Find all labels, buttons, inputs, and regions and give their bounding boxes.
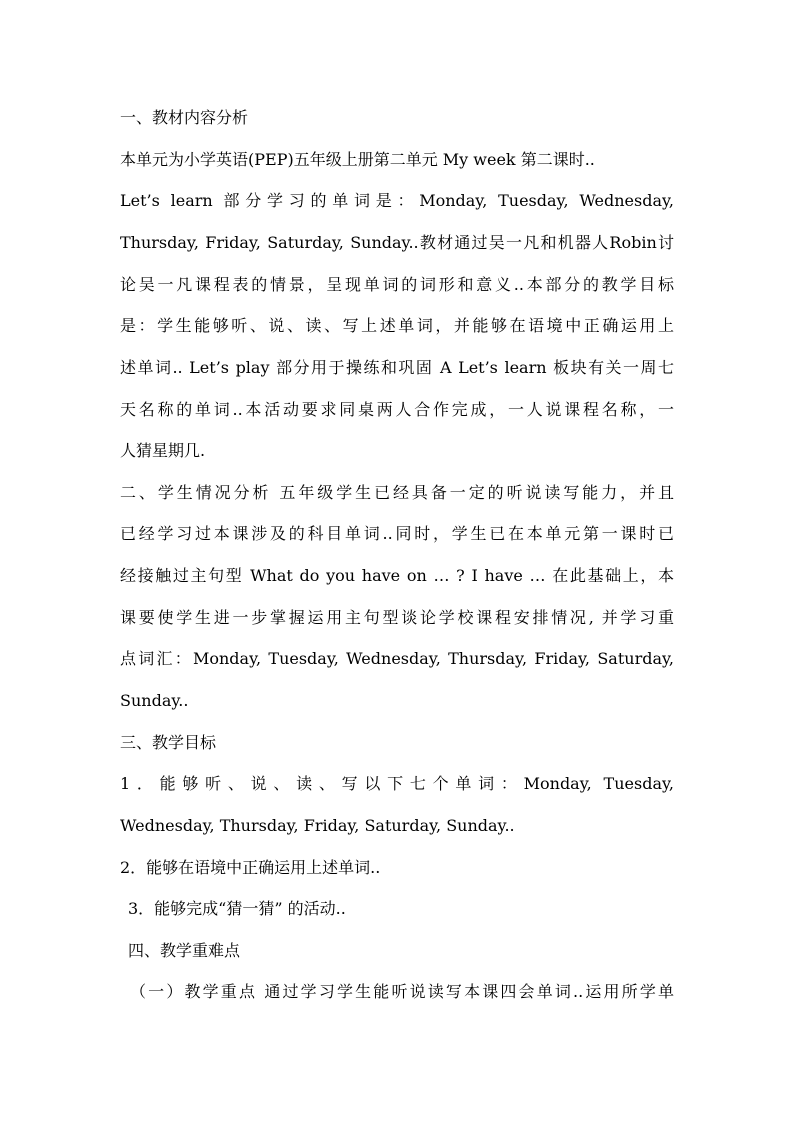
list-item: 1．能够听、说、读、写以下七个单词：Monday, Tuesday, <box>120 774 674 793</box>
section-heading-student-analysis: 二、学生情况分析 五年级学生已经具备一定的听说读写能力，并且 <box>120 483 674 502</box>
paragraph-line: Let’s learn 部分学习的单词是：Monday, Tuesday, Wednesday, <box>120 191 674 210</box>
list-item: 2．能够在语境中正确运用上述单词.. <box>120 858 381 877</box>
paragraph-line: Sunday.. <box>120 691 189 710</box>
paragraph-line: 人猜星期几. <box>120 441 206 460</box>
paragraph-line: 本单元为小学英语(PEP)五年级上册第二单元 My week 第二课时.. <box>120 150 595 169</box>
paragraph-line: 天名称的单词..本活动要求同桌两人合作完成，一人说课程名称，一 <box>120 400 674 419</box>
paragraph-line: Thursday, Friday, Saturday, Sunday..教材通过吴一凡和机器人Robin讨 <box>120 233 674 252</box>
section-heading-teaching-goals: 三、教学目标 <box>120 733 217 752</box>
paragraph-line: 论吴一凡课程表的情景，呈现单词的词形和意义..本部分的教学目标 <box>120 275 674 294</box>
paragraph-line: 已经学习过本课涉及的科目单词..同时，学生已在本单元第一课时已 <box>120 524 674 543</box>
list-item: 3．能够完成“猜一猜” 的活动.. <box>128 899 346 918</box>
list-item-continuation: Wednesday, Thursday, Friday, Saturday, Sunday.. <box>120 816 515 835</box>
paragraph-line: 课要使学生进一步掌握运用主句型谈论学校课程安排情况, 并学习重 <box>120 608 674 627</box>
paragraph-line: 经接触过主句型 What do you have on … ? I have … 在此基础上，本 <box>120 566 674 585</box>
paragraph-line: 是：学生能够听、说、读、写上述单词，并能够在语境中正确运用上 <box>120 316 674 335</box>
paragraph-line: 点词汇：Monday, Tuesday, Wednesday, Thursday, Friday, Saturday, <box>120 649 674 668</box>
paragraph-line: 述单词.. Let’s play 部分用于操练和巩固 A Let’s learn 板块有关一周七 <box>120 358 674 377</box>
section-heading-key-points: 四、教学重难点 <box>128 941 241 960</box>
paragraph-line: （一）教学重点 通过学习学生能听说读写本课四会单词..运用所学单 <box>130 982 674 1001</box>
section-heading-textbook-analysis: 一、教材内容分析 <box>120 108 249 127</box>
